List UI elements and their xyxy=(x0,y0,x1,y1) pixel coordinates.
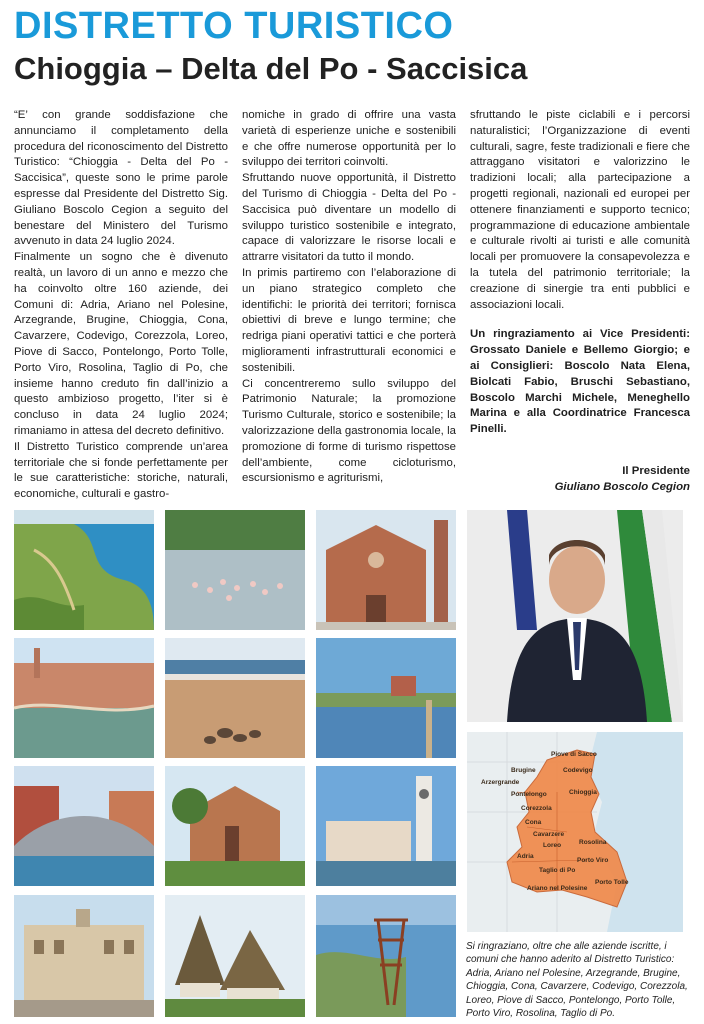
text-column-1 xyxy=(14,108,228,501)
map-label: Porto Tolle xyxy=(595,879,629,886)
map-label: Rosolina xyxy=(579,839,607,846)
paragraph: Ci concentreremo sullo sviluppo del Patrimonio Naturale; la promozione Turismo Culturale, storico e sostenibile; la valorizzazione della gastronomia locale, la promozione di forme di turismo rispettose dell’ambiente, come cicloturismo, escursionismo e agriturismi, xyxy=(242,377,456,485)
map-label: Pontelongo xyxy=(511,791,547,798)
paragraph: sfruttando le piste ciclabili e i percorsi naturalistici; l’Organizzazione di eventi culturali, sagre, feste tradizionali e fiere che attraggano visitatori e valorizzino le tradizioni locali; alla partecipazione a progetti regionali, nazionali ed europei per ottenere finanziamenti e supporto tecnico; programmazione di educazione ambientale e culturale rivolti ai turisti e alle comunità locali per promuovere la consapevolezza e la tutela del patrimonio territoriale; la creazione di sinergie tra enti pubblici e associazioni locali. xyxy=(470,109,690,311)
map-caption: Si ringraziano, oltre che alle aziende iscritte, i comuni che hanno aderito al Distretto Turistico: Adria, Ariano nel Polesine, Arzegrande, Brugine, Chioggia, Cona, Cavarzere, Codevigo, Corezzola, Loreo, Piove di Sacco, Pontelongo, Porto Tolle, Porto Viro, Rosolina, Taglio di Po. xyxy=(466,941,688,1020)
photo-canal-town xyxy=(14,638,154,758)
photo-clock-tower xyxy=(316,766,456,886)
text-column-3 xyxy=(470,108,690,493)
map-label: Brugine xyxy=(511,767,536,774)
map-label: Arzergrande xyxy=(481,779,520,786)
paragraph: nomiche in grado di offrire una vasta varietà di esperienze uniche e sostenibili e che offre numerose opportunità per lo sviluppo dei territori coinvolti. xyxy=(242,109,456,169)
signature-role: Il Presidente xyxy=(622,464,690,477)
photo-flamingos xyxy=(165,510,305,630)
map-label: Loreo xyxy=(543,842,562,849)
text-column-2 xyxy=(242,108,456,488)
article-body xyxy=(14,108,690,501)
paragraph: Il Distretto Turistico comprende un’area territoriale che si fonde perfettamente per le sue caratteristiche: storiche, naturali, economiche, culturali e gastro- xyxy=(14,440,228,501)
photo-lookout-tower xyxy=(316,895,456,1017)
map-label: Porto Viro xyxy=(577,857,609,864)
photo-lagoon-aerial xyxy=(14,510,154,630)
photo-church xyxy=(165,766,305,886)
map-label: Chioggia xyxy=(569,789,597,796)
photo-bridge xyxy=(14,766,154,886)
article-headline: Chioggia – Delta del Po - Saccisica xyxy=(14,51,528,86)
map-label: Corezzola xyxy=(521,805,552,812)
paragraph: In primis partiremo con l’elaborazione di un piano strategico completo che identifichi: le priorità dei territori; fornisca obiettivi di breve e lungo termine; che redriga piani operativi tattici e che porterà miglioramenti infrastrutturali economici e sostenibili. xyxy=(242,266,456,374)
section-kicker: DISTRETTO TURISTICO xyxy=(14,5,454,47)
photo-thatched-huts xyxy=(165,895,305,1017)
map-label: Ariano nel Polesine xyxy=(527,885,588,892)
acknowledgements: Un ringraziamento ai Vice Presidenti: Grossato Daniele e Bellemo Giorgio; e ai Consiglieri: Boscolo Nata Elena, Biolcati Fabio, Bruschi Sebastiano, Boscolo Marchi Michele, Meneghello Marina e alla Coordinatrice Francesca Pinelli. xyxy=(470,328,690,436)
paragraph: “E’ con grande soddisfazione che annunciamo il completamento della procedura del riconoscimento del Distretto Turistico: “Chioggia - Delta del Po - Saccisica”, queste sono le prime parole espresse dal Presidente del Distretto Sig. Giuliano Boscolo Cegion a seguito del benestare del Ministero del Turismo avvenuto in data 24 luglio 2024. xyxy=(14,109,228,248)
paragraph: Finalmente un sogno che è divenuto realtà, un lavoro di un anno e mezzo che ha coinvolto oltre 160 aziende, dei Comuni di: Adria, Ariano nel Polesine, Arzegrande, Brugine, Chioggia, Cona, Cavarzere, Codevigo, Corezzola, Loreo, Piove di Sacco, Pontelongo, Porto Tolle, Porto Viro, Rosolina, Taglio di Po, che insieme hanno creduto fin dall’inizio a questo ambizioso progetto, l’iter si è concluso in data 24 luglio 2024; rimaniamo in attesa del decreto definitivo. xyxy=(14,251,228,437)
map-district xyxy=(467,732,683,932)
map-label: Cona xyxy=(525,819,542,826)
photo-palace-square xyxy=(14,895,154,1017)
article-header xyxy=(14,4,694,88)
map-label: Adria xyxy=(517,853,534,860)
signature-block xyxy=(470,464,690,496)
photo-beach-shells xyxy=(165,638,305,758)
map-label: Cavarzere xyxy=(533,831,565,838)
map-label: Codevigo xyxy=(563,767,593,774)
signature-name: Giuliano Boscolo Cegion xyxy=(554,480,690,493)
photo-lagoon-house xyxy=(316,638,456,758)
map-label: Taglio di Po xyxy=(539,867,576,874)
map-label: Piove di Sacco xyxy=(551,751,597,758)
paragraph: Sfruttando nuove opportunità, il Distretto del Turismo di Chioggia - Delta del Po - Saccisica può diventare un modello di sviluppo turistico sostenibile e integrato, capace di valorizzare le risorse locali e attrarre visitatori da tutto il mondo. xyxy=(242,172,456,264)
photo-cathedral xyxy=(316,510,456,630)
photo-president-portrait xyxy=(467,510,683,722)
